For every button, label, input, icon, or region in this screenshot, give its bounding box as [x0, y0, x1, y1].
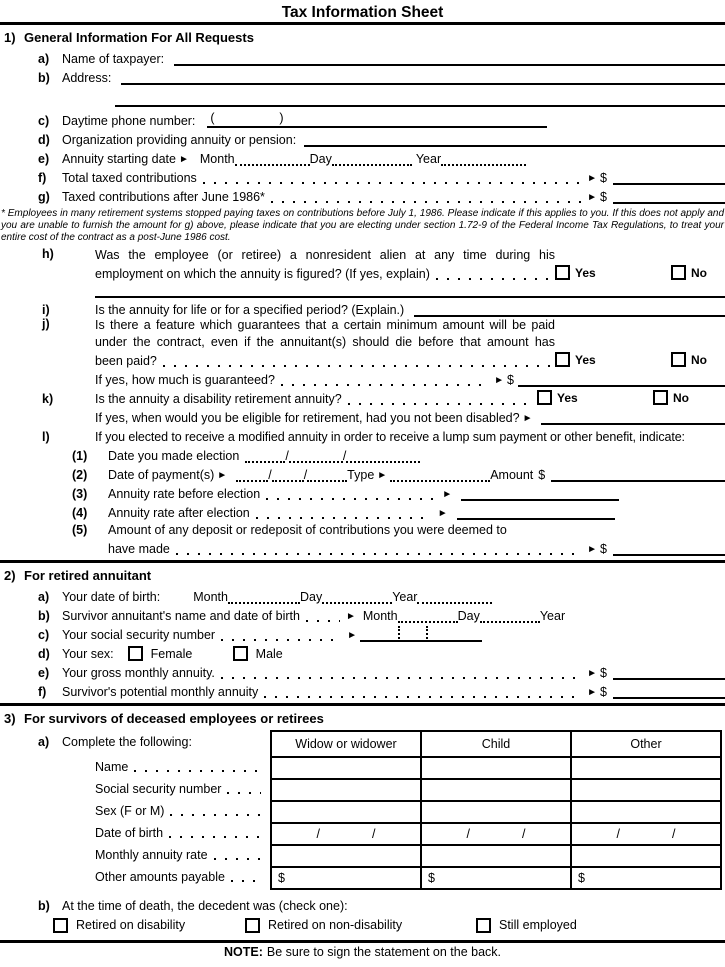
phone-field[interactable] — [207, 111, 547, 128]
decedent-options — [45, 915, 725, 935]
item-label-1i: i) — [42, 303, 50, 317]
row-1l5b — [0, 537, 725, 556]
arrow-right-icon: ► — [587, 668, 598, 679]
payment-month-field[interactable] — [236, 469, 268, 482]
sex-widow-cell[interactable] — [271, 801, 421, 823]
deposit-amount-field[interactable] — [613, 541, 725, 556]
table-row-monthly-rate — [271, 845, 721, 867]
amount-other-cell[interactable] — [571, 867, 721, 889]
retired-nondisability-label: Retired on non-disability — [268, 918, 403, 932]
survivor-annuity-field[interactable] — [613, 684, 725, 699]
payment-day-field[interactable] — [272, 469, 304, 482]
item-label-1g: g) — [38, 190, 50, 204]
row-1k — [0, 387, 725, 406]
row-1l — [0, 425, 725, 444]
row-1b2 — [0, 85, 725, 107]
note-text: Be sure to sign the statement on the back. — [266, 945, 502, 959]
item-label-1j: j) — [42, 317, 50, 331]
amount-widow-cell[interactable] — [271, 867, 421, 889]
female-checkbox[interactable] — [128, 646, 143, 661]
row-1l5a — [0, 520, 725, 537]
year-label: Year — [392, 590, 418, 604]
h-no-checkbox[interactable] — [671, 265, 686, 280]
dob-other-cell[interactable] — [571, 823, 721, 845]
election-month-field[interactable] — [245, 450, 285, 463]
row-2d — [0, 642, 725, 661]
question-h-text — [95, 247, 555, 281]
no-label: No — [691, 352, 707, 367]
section-1-title: General Information For All Requests — [24, 30, 254, 45]
dollar-sign: $ — [600, 666, 607, 680]
row-1k-if — [0, 406, 725, 425]
slash: / — [316, 827, 320, 841]
section-2-number: 2) — [4, 568, 16, 583]
dob-year-field[interactable] — [417, 591, 492, 604]
row-3a — [0, 730, 270, 749]
arrow-right-icon: ► — [345, 611, 356, 622]
dot-leader — [266, 488, 436, 500]
row-label-other-amounts: Other amounts payable — [95, 870, 225, 884]
table-header-child: Child — [421, 731, 571, 757]
item-label-2c: c) — [38, 628, 50, 642]
dob-month-field[interactable] — [228, 591, 300, 604]
item-label-3b: b) — [38, 899, 50, 913]
dot-leader — [227, 783, 261, 795]
start-day-field[interactable] — [332, 153, 412, 166]
row-1a — [0, 47, 725, 66]
item-label-1k: k) — [42, 392, 54, 406]
decedent-status-label: At the time of death, the decedent was (check one): — [62, 899, 348, 913]
item-label-1e: e) — [38, 152, 50, 166]
page-title: Tax Information Sheet — [281, 4, 444, 21]
item-label-l3: (3) — [72, 487, 88, 501]
slash: / — [372, 827, 376, 841]
item-label-1h: h) — [42, 247, 54, 261]
election-year-field[interactable] — [346, 450, 420, 463]
slash: / — [268, 468, 272, 482]
item-label-1b: b) — [38, 71, 50, 85]
dot-leader — [169, 827, 261, 839]
survivor-annuity-label: Survivor's potential monthly annuity — [62, 685, 259, 699]
row-1i — [0, 298, 725, 317]
table-row-name — [271, 757, 721, 779]
dot-leader — [170, 805, 261, 817]
question-h-line2: employment on which the annuity is figured? (If yes, explain) — [95, 267, 430, 281]
item-label-1d: d) — [38, 133, 50, 147]
question-j-text — [95, 317, 555, 368]
section-3-header — [0, 711, 725, 728]
item-label-2d: d) — [38, 647, 50, 661]
note-bold-label: NOTE: — [223, 945, 263, 959]
payment-year-field[interactable] — [307, 469, 347, 482]
item-label-2a: a) — [38, 590, 50, 604]
yes-label: Yes — [575, 265, 596, 280]
dot-leader — [306, 610, 340, 622]
item-label-l1: (1) — [72, 449, 88, 463]
gross-annuity-label: Your gross monthly annuity. — [62, 666, 215, 680]
payment-amount-label: Amount — [490, 468, 534, 482]
disability-annuity-label: Is the annuity a disability retirement annuity? — [95, 392, 342, 406]
male-label: Male — [255, 647, 283, 661]
taxed-after-1986-label: Taxed contributions after June 1986* — [62, 190, 265, 204]
election-day-field[interactable] — [289, 450, 343, 463]
row-label-sex: Sex (F or M) — [95, 804, 165, 818]
section-2-rule — [0, 560, 725, 563]
j-yes-checkbox[interactable] — [555, 352, 570, 367]
survivor-month-field[interactable] — [398, 610, 458, 623]
dollar-sign: $ — [506, 373, 514, 387]
rate-before-label: Annuity rate before election — [108, 487, 261, 501]
row-1l3 — [0, 482, 725, 501]
item-label-3a: a) — [38, 735, 50, 749]
arrow-right-icon: ► — [587, 192, 598, 203]
section-3-rule — [0, 703, 725, 706]
arrow-right-icon: ► — [522, 413, 533, 424]
table-header-row — [271, 731, 721, 757]
dob-child-cell[interactable] — [421, 823, 571, 845]
dot-leader — [281, 374, 488, 386]
dollar-sign: $ — [428, 871, 435, 885]
dot-leader — [436, 268, 552, 280]
year-label: Year — [539, 609, 566, 623]
question-i-label: Is the annuity for life or for a specified period? (Explain.) — [95, 303, 405, 317]
day-label: Day — [309, 152, 332, 166]
sex-label: Your sex: — [62, 647, 114, 661]
phone-label: Daytime phone number: — [62, 114, 196, 128]
table-header-other: Other — [571, 731, 721, 757]
yes-label: Yes — [575, 352, 596, 367]
taxpayer-name-field[interactable] — [174, 51, 725, 66]
rate-widow-cell[interactable] — [271, 845, 421, 867]
row-1l2 — [0, 463, 725, 482]
address-field-line2[interactable] — [115, 92, 725, 107]
dob-day-field[interactable] — [322, 591, 392, 604]
ssn-label: Your social security number — [62, 628, 216, 642]
annuity-start-label: Annuity starting date — [62, 152, 176, 166]
rate-after-field[interactable] — [457, 505, 615, 520]
row-1h-explain — [0, 281, 725, 298]
section-3-number: 3) — [4, 711, 16, 726]
complete-following-label: Complete the following: — [62, 735, 192, 749]
arrow-right-icon: ► — [377, 470, 388, 481]
row-1b — [0, 66, 725, 85]
section-3-title: For survivors of deceased employees or retirees — [24, 711, 324, 726]
month-label: Month — [193, 590, 228, 604]
slash: / — [616, 827, 620, 841]
row-label-ssn: Social security number — [95, 782, 222, 796]
dot-leader — [348, 393, 534, 405]
amount-child-cell[interactable] — [421, 867, 571, 889]
year-label: Year — [415, 152, 442, 166]
row-2f — [0, 680, 725, 699]
total-taxed-field[interactable] — [613, 170, 725, 185]
dot-leader — [134, 761, 261, 773]
row-1j-if — [0, 368, 725, 387]
footer-rule — [0, 940, 725, 943]
slash: / — [303, 468, 308, 482]
table-row-labels — [95, 756, 270, 888]
k-no-checkbox[interactable] — [653, 390, 668, 405]
deposit-label-line2: have made — [108, 542, 170, 556]
address-label: Address: — [62, 71, 112, 85]
rate-before-field[interactable] — [461, 486, 619, 501]
arrow-right-icon: ► — [587, 687, 598, 698]
taxpayer-name-label: Name of taxpayer: — [62, 52, 165, 66]
ssn-separator — [426, 626, 428, 642]
sex-other-cell[interactable] — [571, 801, 721, 823]
question-j-line2: under the contract, even if the annuitant(s) should die before that amount has — [95, 335, 555, 349]
retired-disability-label: Retired on disability — [76, 918, 186, 932]
ssn-widow-cell[interactable] — [271, 779, 421, 801]
rate-child-cell[interactable] — [421, 845, 571, 867]
phone-paren-open: ( — [210, 111, 215, 125]
retirement-eligibility-label: If yes, when would you be eligible for retirement, had you not been disabled? — [95, 411, 520, 425]
section-2-title: For retired annuitant — [24, 568, 152, 583]
table-row-other-amounts — [271, 867, 721, 889]
rate-after-label: Annuity rate after election — [108, 506, 250, 520]
row-1j — [0, 317, 725, 368]
h-explain-field[interactable] — [95, 283, 725, 298]
guaranteed-amount-field[interactable] — [518, 372, 725, 387]
table-header-widow: Widow or widower — [271, 731, 421, 757]
payment-type-field[interactable] — [390, 469, 490, 482]
arrow-right-icon: ► — [178, 154, 189, 165]
slash: / — [342, 449, 347, 463]
dob-widow-cell[interactable] — [271, 823, 421, 845]
table-row-ssn — [271, 779, 721, 801]
gross-annuity-field[interactable] — [613, 665, 725, 680]
dot-leader — [264, 686, 581, 698]
dollar-sign: $ — [578, 871, 585, 885]
payment-date-label: Date of payment(s) — [108, 468, 215, 482]
organization-label: Organization providing annuity or pension: — [62, 133, 297, 147]
section-2-header — [0, 568, 725, 585]
row-1e — [0, 147, 725, 166]
row-1l4 — [0, 501, 725, 520]
row-label-monthly-rate: Monthly annuity rate — [95, 848, 208, 862]
still-employed-checkbox[interactable] — [476, 918, 491, 933]
arrow-right-icon: ► — [494, 375, 504, 386]
question-j-line3: been paid? — [95, 354, 157, 368]
dollar-sign: $ — [600, 685, 607, 699]
month-label: Month — [362, 609, 398, 623]
row-1f — [0, 166, 725, 185]
row-3b — [0, 896, 725, 913]
section-1-header — [0, 30, 725, 47]
k-yes-checkbox[interactable] — [537, 390, 552, 405]
ssn-child-cell[interactable] — [421, 779, 571, 801]
address-field-line1[interactable] — [121, 70, 725, 85]
organization-field[interactable] — [304, 132, 725, 147]
no-label: No — [673, 390, 689, 405]
dollar-sign: $ — [600, 171, 607, 185]
day-label: Day — [299, 590, 323, 604]
male-checkbox[interactable] — [233, 646, 248, 661]
footnote: * Employees in many retirement systems stopped paying taxes on contributions before July 1, 1986. Please indicate if this applies to you. If this does not apply and you are unable to furnish the amount for g) above, please indicate that you are electing under section 1.72-9 of the Federal Income Tax Regulations, to treat your entire cost of the contract as a post-June 1986 cost. — [1, 208, 724, 243]
row-2b — [0, 604, 725, 623]
row-label-name: Name — [95, 760, 129, 774]
arrow-right-icon: ► — [217, 470, 228, 481]
survivors-table-area — [0, 730, 725, 890]
j-no-checkbox[interactable] — [671, 352, 686, 367]
row-1d — [0, 128, 725, 147]
dot-leader — [163, 355, 552, 367]
item-label-2f: f) — [38, 685, 47, 699]
row-2c — [0, 623, 725, 642]
footer-note — [0, 944, 725, 960]
retired-nondisability-checkbox[interactable] — [245, 918, 260, 933]
ssn-field[interactable] — [360, 628, 482, 642]
slash: / — [522, 827, 526, 841]
section-1-number: 1) — [4, 30, 16, 45]
still-employed-label: Still employed — [499, 918, 577, 932]
dollar-sign: $ — [538, 468, 546, 482]
taxed-after-1986-field[interactable] — [613, 189, 725, 204]
arrow-right-icon: ► — [587, 544, 598, 555]
election-date-label: Date you made election — [108, 449, 240, 463]
dollar-sign: $ — [600, 190, 607, 204]
item-label-l5: (5) — [72, 523, 88, 537]
slash: / — [466, 827, 470, 841]
table-row-sex — [271, 801, 721, 823]
table-row-dob — [271, 823, 721, 845]
dot-leader — [231, 871, 261, 883]
payment-type-label: Type — [347, 468, 375, 482]
start-month-field[interactable] — [235, 153, 310, 166]
survivors-table — [270, 730, 722, 890]
row-1h — [0, 247, 725, 281]
slash: / — [285, 449, 289, 463]
arrow-right-icon: ► — [347, 630, 357, 641]
item-label-1l: l) — [42, 430, 50, 444]
title-rule — [0, 22, 725, 25]
arrow-right-icon: ► — [587, 173, 598, 184]
dollar-sign: $ — [278, 871, 285, 885]
name-other-cell[interactable] — [571, 757, 721, 779]
start-year-field[interactable] — [441, 153, 526, 166]
name-widow-cell[interactable] — [271, 757, 421, 779]
item-label-1a: a) — [38, 52, 50, 66]
modified-annuity-label: If you elected to receive a modified annuity in order to receive a lump sum payment or other benefit, indicate: — [95, 430, 685, 444]
i-explain-field[interactable] — [414, 302, 725, 317]
item-label-2b: b) — [38, 609, 50, 623]
row-1g — [0, 185, 725, 204]
dot-leader — [256, 507, 432, 519]
arrow-right-icon: ► — [442, 489, 453, 500]
payment-amount-field[interactable] — [551, 467, 725, 482]
ssn-separator — [398, 626, 400, 642]
name-child-cell[interactable] — [421, 757, 571, 779]
phone-paren-close: ) — [279, 111, 284, 125]
retirement-eligibility-field[interactable] — [541, 410, 725, 425]
row-2e — [0, 661, 725, 680]
arrow-right-icon: ► — [437, 508, 448, 519]
row-1c — [0, 107, 725, 128]
h-yes-checkbox[interactable] — [555, 265, 570, 280]
item-label-l4: (4) — [72, 506, 88, 520]
deposit-label-line1: Amount of any deposit or redeposit of contributions you were deemed to — [108, 523, 507, 537]
row-1l1 — [0, 444, 725, 463]
item-label-1f: f) — [38, 171, 47, 185]
dot-leader — [271, 191, 581, 203]
day-label: Day — [457, 609, 480, 623]
dot-leader — [176, 543, 581, 555]
dot-leader — [221, 667, 581, 679]
row-2a — [0, 585, 725, 604]
item-label-1c: c) — [38, 114, 50, 128]
ssn-other-cell[interactable] — [571, 779, 721, 801]
sex-child-cell[interactable] — [421, 801, 571, 823]
dot-leader — [203, 172, 581, 184]
dot-leader — [214, 849, 261, 861]
survivor-name-label: Survivor annuitant's name and date of birth — [62, 609, 300, 623]
survivor-day-field[interactable] — [480, 610, 540, 623]
slash: / — [672, 827, 676, 841]
item-label-l2: (2) — [72, 468, 88, 482]
dollar-sign: $ — [600, 542, 607, 556]
dot-leader — [221, 629, 341, 641]
yes-label: Yes — [557, 390, 578, 405]
retired-disability-checkbox[interactable] — [53, 918, 68, 933]
month-label: Month — [199, 152, 235, 166]
female-label: Female — [150, 647, 193, 661]
no-label: No — [691, 265, 707, 280]
row-label-dob: Date of birth — [95, 826, 164, 840]
question-h-line1: Was the employee (or retiree) a nonresident alien at any time during his — [95, 248, 555, 262]
item-label-2e: e) — [38, 666, 50, 680]
rate-other-cell[interactable] — [571, 845, 721, 867]
guaranteed-amount-label: If yes, how much is guaranteed? — [95, 373, 275, 387]
question-j-line1: Is there a feature which guarantees that a certain minimum amount will be paid — [95, 318, 555, 332]
total-taxed-label: Total taxed contributions — [62, 171, 197, 185]
dob-label: Your date of birth: — [62, 590, 161, 604]
